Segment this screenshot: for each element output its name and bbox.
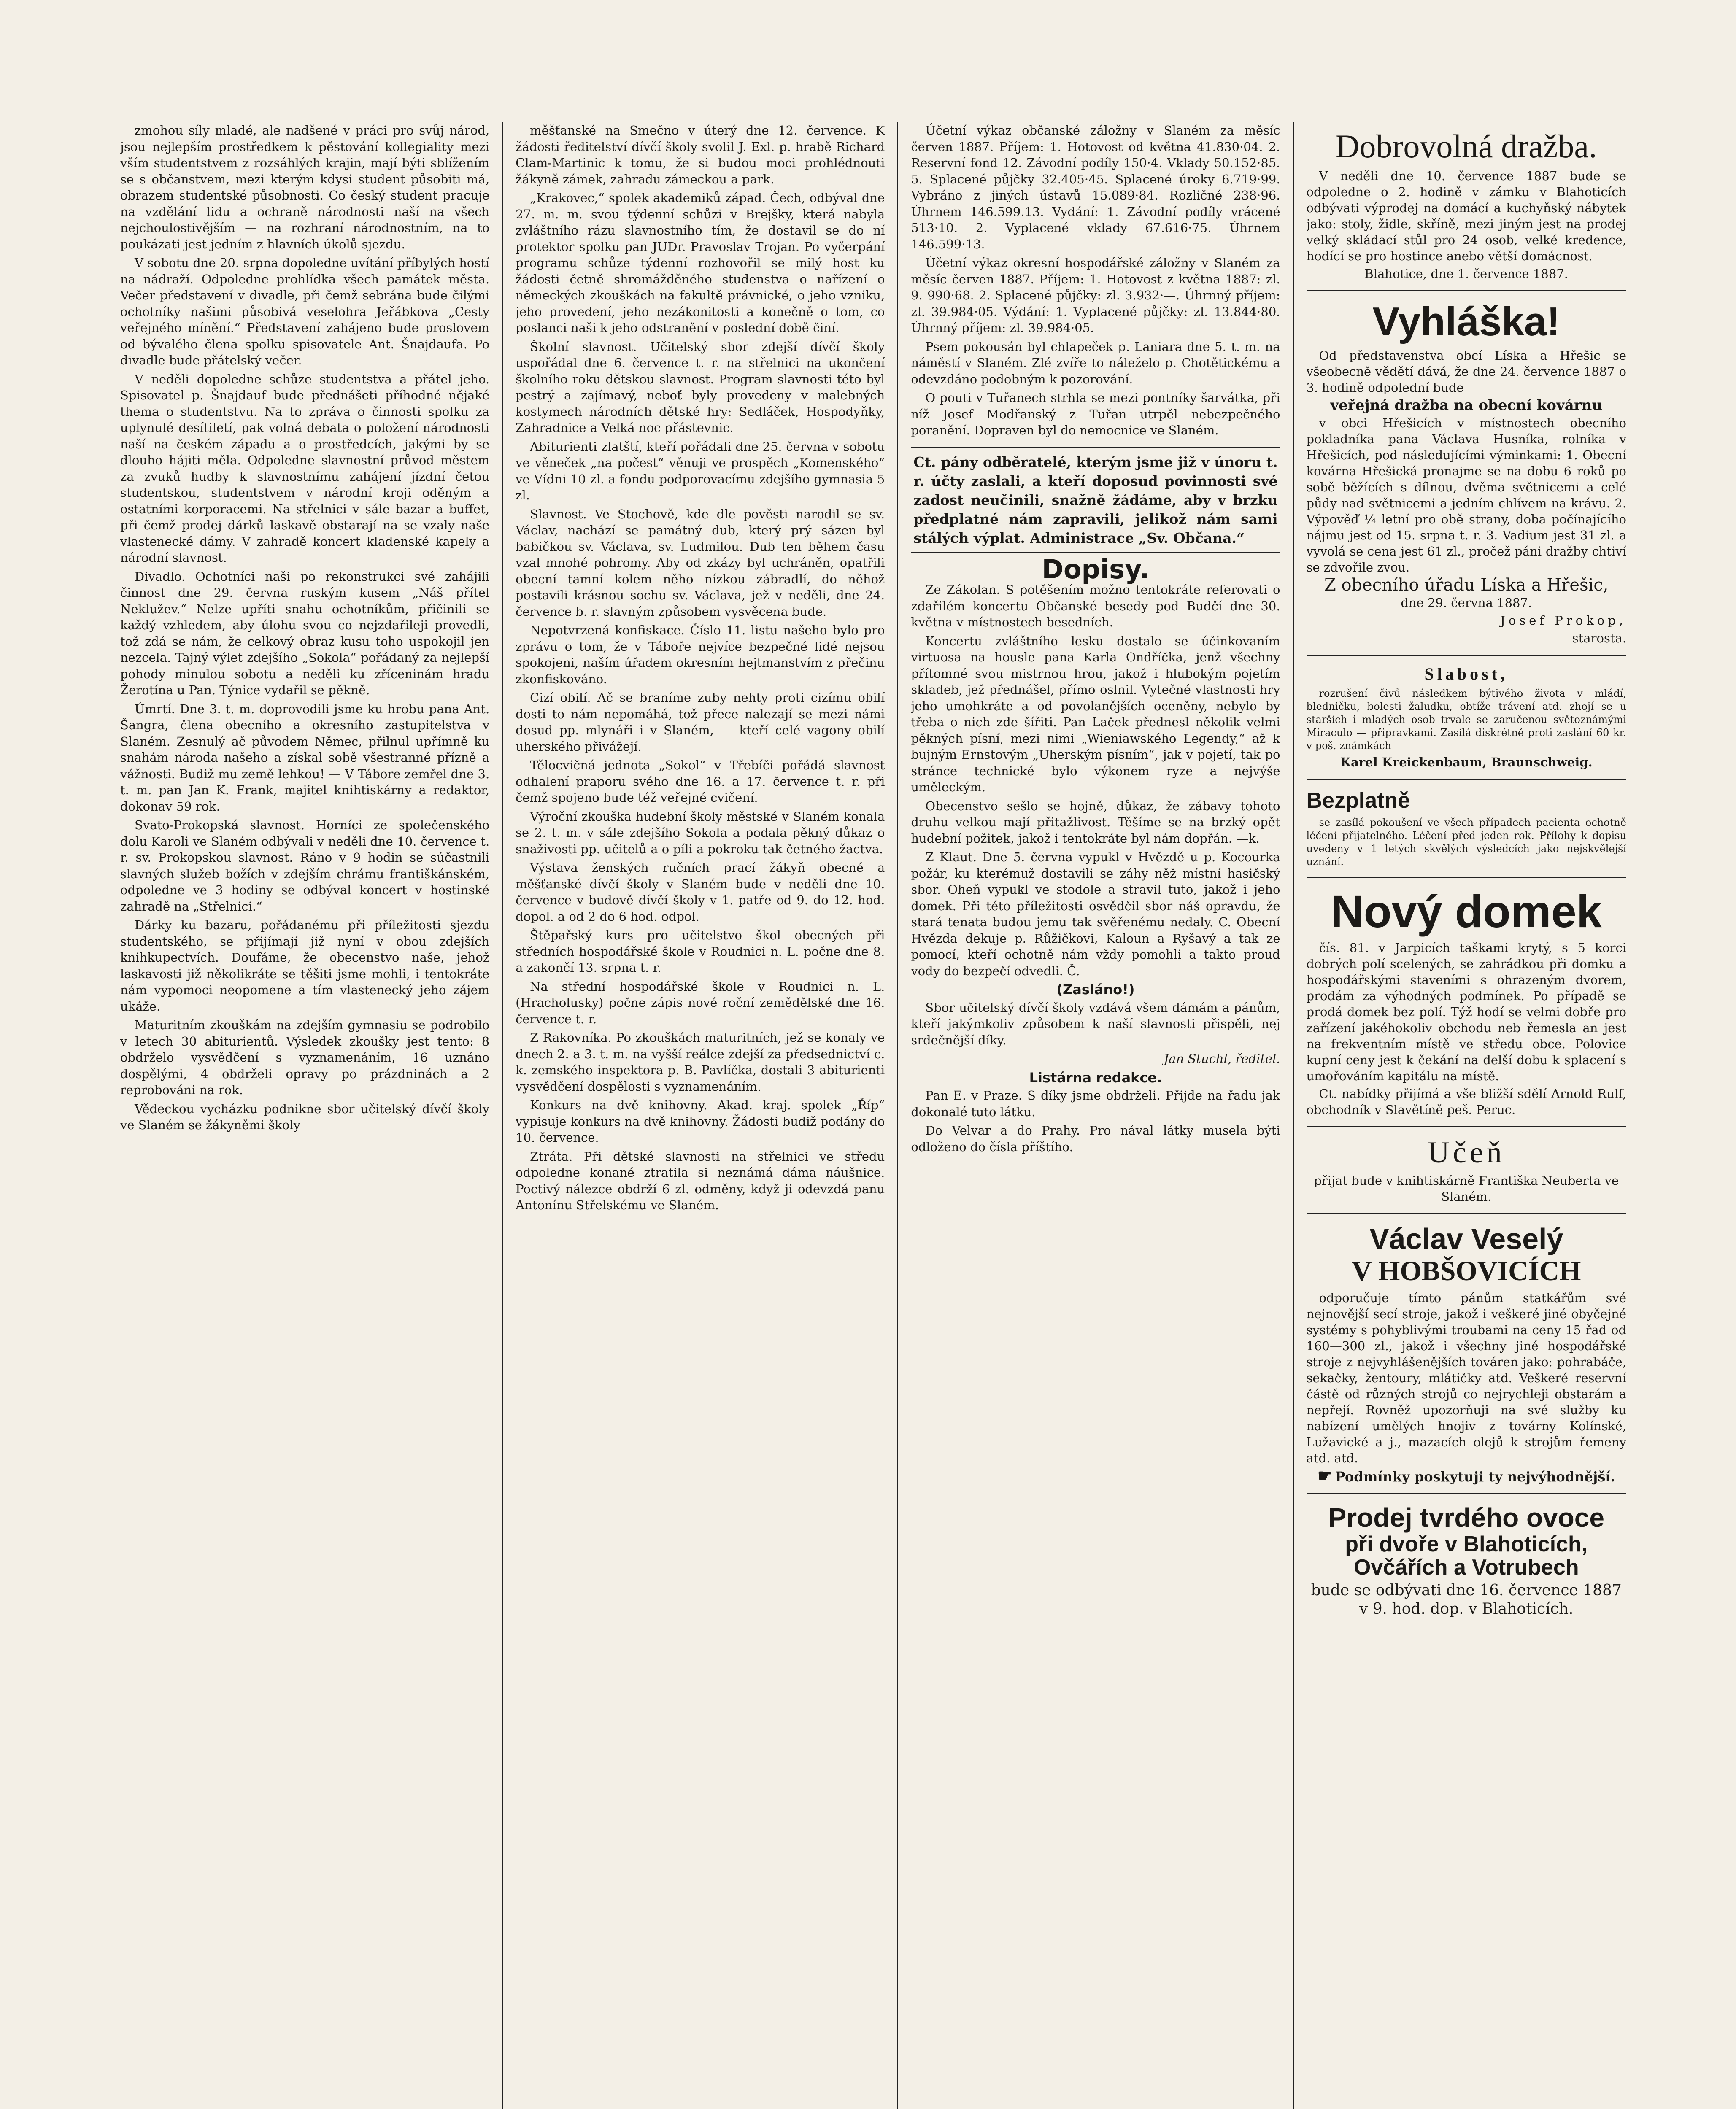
letter-paragraph: Koncertu zvláštního lesku dostalo se účinkovaním virtuosa na housle pana Karla Ondříčka, jenž všechny přítomné svou mistrnou hrou, jakož i hlubokým pojetím skladeb, jež přednášel, přímo oslnil. Vytečné vlastnosti hry jeho umohkráte a od povolanějších oceněny, nebylo by třeba o nich zde šířiti. Pan Laček přednesl několik velmi pěkných písní, mezi nimi „Wieniawského Legendy,“ až k bujným Ernstovým „Uherským písním“, jak v pojetí, tak po stránce technické bylo výkonem ryze a nejvýše uměleckým.	[911, 634, 1280, 794]
ad-text: bude se odbývati dne 16. července 1887 v 9. hod. dop. v Blahoticích.	[1311, 1582, 1622, 1618]
article-paragraph: Výstava ženských ručních prací žákyň obecné a měšťanské dívčí školy v Slaném bude v neděli dne 10. července v budově dívčí školy v 1. patře od 9. do 12. hod. dopol. a od 2 do 6 hod. odpol.	[516, 860, 885, 924]
ad-title: Vyhláška!	[1372, 299, 1561, 344]
dopisy-heading: Dopisy.	[1042, 553, 1150, 585]
column-1	[120, 122, 489, 2109]
article-paragraph: Cizí obilí. Ač se braníme zuby nehty proti cizímu obilí dosti to nám nepomáhá, tož přece nalezají se mezi námi dosud pp. mlynáři i v Slaném, — kteří celé vagony obilí uherského přivážejí.	[516, 690, 885, 754]
article-paragraph: Účetní výkaz občanské záložny v Slaném za měsíc červen 1887. Příjem: 1. Hotovost od května 41.830·04. 2. Reservní fond 12. Závodní podíly 150·4. Vklady 50.152·85. 5. Splacené půjčky 32.405·45. Splacené úroky 6.719·99. Vybráno z jiných ústavů 15.089·84. Rozličné 238·96. Úhrnem 146.599.13. Vydání: 1. Závodní podíly vrácené 513·10. 2. Vyplacené vklady 67.616·75. Úhrnem 146.599·13.	[911, 123, 1280, 251]
article-paragraph: Účetní výkaz okresní hospodářské záložny v Slaném za měsíc červen 1887. Příjem: 1. Hotovost z května 1887: zl. 9. 990·68. 2. Splacené půjčky: zl. 3.932·—. Úhrnný příjem: zl. 39.984·05. Výdání: 1. Vyplacené půjčky: zl. 13.844·80. Úhrnný příjem: zl. 39.984·05.	[911, 256, 1280, 335]
redakce-heading: Listárna redakce.	[1029, 1069, 1162, 1086]
ad-role: starosta.	[1572, 631, 1626, 645]
article-paragraph: Nepotvrzená konfiskace. Číslo 11. listu našeho bylo pro zprávu o tom, že v Táboře nejvíce bezpečné lidé nejsou spokojeni, naším úřadem okresním hejtmanstvím z přečinu zkonfiskováno.	[516, 623, 885, 686]
letter-paragraph: Obecenstvo sešlo se hojně, důkaz, že zábavy tohoto druhu velkou mají přitažlivost. Těšíme se na brzký opět hudební požitek, jakož i tentokráte byl nám dopřán. —k.	[911, 798, 1280, 846]
article-paragraph: Z Rakovníka. Po zkouškách maturitních, jež se konaly ve dnech 2. a 3. t. m. na vyšší reálce zdejší za předsednictví c. k. zemského inspektora p. B. Pavlíčka, dostali 3 abiturienti vysvědčení dospělosti s vyznamenáním.	[516, 1030, 885, 1094]
ad-announcement	[1307, 294, 1626, 656]
ad-title: Učeň	[1427, 1135, 1505, 1169]
ad-title: Prodej tvrdého ovoce	[1328, 1502, 1604, 1533]
ad-house	[1307, 881, 1626, 1127]
redakce-note: Do Velvar a do Prahy. Pro nával látky musela býti odloženo do čísla příštího.	[911, 1123, 1280, 1154]
ad-title: Nový domek	[1331, 886, 1602, 937]
ad-text: Od představenstva obcí Líska a Hřešic se všeobecně vědětí dává, že dne 24. července 1887 o 3. hodině odpolední bude	[1306, 348, 1626, 395]
ad-text: V neděli dne 10. července 1887 bude se odpoledne o 2. hodině v zámku v Blahoticích odbývati výprodej na domácí a kuchyňský nábytek jako: stoly, židle, skříně, mezi jiným jest na prodej velký skládací stůl pro 24 osob, velké kredence, hodící se pro hostince anebo větší domácnost.	[1306, 168, 1626, 263]
ad-contact: Ct. nabídky přijímá a vše bližší sdělí Arnold Rulf, obchodník v Slavětíně peš. Peruc.	[1306, 1086, 1626, 1117]
ad-subtitle: při dvoře v Blahoticích,	[1345, 1532, 1588, 1557]
article-paragraph: V sobotu dne 20. srpna dopoledne uvítání příbylých hostí na nádraží. Odpoledne prohlídka všech památek města. Večer představení v divadle, při čemž sebrána bude čilými ochotníky našimi působivá veselohra Jeřábkova „Cesty veřejného mínění.“ Představení zahájeno bude proslovem od bývalého člena spolku spisovatele Ant. Šnajdaufa. Po divadle bude přátelský večer.	[120, 256, 490, 367]
newspaper-page	[120, 122, 1626, 2109]
column-2	[516, 122, 885, 2109]
article-paragraph: Úmrtí. Dne 3. t. m. doprovodili jsme ku hrobu pana Ant. Šangra, člena obecního a okresního zastupitelstva v Slaném. Zesnulý ač původem Němec, přilnul upřímně ku snahám národa našeho a získal sobě všestranné přízně a vážnosti. Budiž mu země lehkou! — V Tábore zemřel dne 3. t. m. pan Jan K. Frank, majitel knihtiskárny a redaktor, dokonav 59 rok.	[120, 701, 490, 814]
column-4-ads	[1307, 122, 1626, 2109]
ad-title: Bezplatně	[1306, 788, 1410, 813]
column-divider	[502, 122, 503, 2109]
ad-name: Karel Kreickenbaum, Braunschweig.	[1340, 755, 1593, 769]
ad-date: dne 29. června 1887.	[1401, 595, 1532, 610]
pointing-hand-icon: ☛	[1317, 1466, 1333, 1486]
article-paragraph: Výroční zkouška hudební školy městské v Slaném konala se 2. t. m. v sále zdejšího Sokola a podala pěkný důkaz o snaživosti pp. učitelů a o píli a pokroku tak četného žactva.	[516, 809, 885, 856]
ad-text: přijat bude v knihtiskárně Františka Neuberta ve Slaném.	[1314, 1173, 1619, 1204]
ad-title: Dobrovolná dražba.	[1336, 128, 1597, 165]
ad-machines	[1307, 1217, 1626, 1494]
ad-text: v obci Hřešicích v místnostech obecního pokladníka pana Václava Husníka, rolníka v Hřešicích, pod následujícími výminkami: 1. Obecní kovárna Hřešická pronajme se na dobu 6 roků po sobě běžících s dílnou, dvěma světnicemi a celé půdy nad světnicemi a jedním chlívem na krávu. 2. Výpověď ¼ letní pro obě strany, doba počínajícího nájmu jest od 15. srpna t. r. 3. Vadium jest 31 zl. a vyvolá se cena jest 61 zl., pročež páni dražby chtiví se zdvořile zvou.	[1306, 415, 1626, 574]
ad-title: Václav Veselý	[1369, 1222, 1563, 1256]
article-paragraph: V neděli dopoledne schůze studentstva a přátel jeho. Spisovatel p. Šnajdauf bude přednášeti příhodné nějaké thema o studentstvu. Na to zpráva o činnosti spolku za uplynulé desítiletí, pak volná debata o položení národnosti naší na českém západu a o prostředcích, jakými by se dlouho hájiti měla. Odpoledne slavnostní průvod městem za zvuků hudby k slavnostnímu zahájení jízdní četou studentskou, studentstvem v národní kroji oděným a ostatními korporacemi. Na střelnici v sále bazar a buffet, při čemž prodej dárků laskavě obstarají na se vzaly naše vlastenecké dámy. V zahradě koncert kladenské kapely a národní slavnost.	[120, 372, 490, 565]
ad-from: Z obecního úřadu Líska a Hřešic,	[1324, 575, 1609, 595]
article-paragraph: měšťanské na Smečno v úterý dne 12. července. K žádosti ředitelství dívčí školy svolil J. Exl. p. hrabě Richard Clam-Martinic k tomu, že si budou moci prohlédnouti žákyně zámek, zahradu zámeckou a park.	[516, 123, 885, 186]
column-3	[911, 122, 1280, 2109]
article-paragraph: Vědeckou vycházku podnikne sbor učitelský dívčí školy ve Slaném se žákyněmi školy	[120, 1101, 490, 1132]
article-paragraph: Svato-Prokopská slavnost. Horníci ze společenského dolu Karoli ve Slaném odbývali v neděli dne 10. července t. r. sv. Prokopskou slavnost. Ráno v 9 hodin se súčastnili slavných služeb božích v zdejším chrámu františkánském, odpoledne ve 3 hodiny se odbýval koncert v hostinské zahradě na „Střelnici.“	[120, 818, 490, 914]
subscriber-notice: Ct. pány odběratelé, kterým jsme již v únoru t. r. účty zaslali, a kteří doposud povinnosti své zadost neučinili, snažně žádáme, aby v brzku předplatné nám zapravili, jelikož nám sami stálých výplat. Administrace „Sv. Občana.“	[911, 447, 1280, 553]
ad-highlight: veřejná dražba na obecní kovárnu	[1330, 396, 1603, 414]
article-paragraph: Tělocvičná jednota „Sokol“ v Třebíči pořádá slavnost odhalení praporu svého dne 16. a 17. července t. r. při čemž spojeno bude též veřejné cvičení.	[516, 758, 885, 805]
ad-weakness	[1307, 658, 1626, 780]
ad-text: odporučuje tímto pánům statkářům své nejnovější secí stroje, jakož i veškeré jiné obyčejné systémy s pohyblivými troubami na ceny 15 řad od 160—300 zl., jakož i všechny jiné hospodářské stroje z nejvyhlášenějších továren jako: pohrabáče, sekačky, žentoury, mlátičky atd. Veškeré reservní částě od různých strojů co nejrychleji obstarám a nepřejí. Rovněž upozorňuji na své služby ku nabízení umělých hnojiv z továrny Kolínské, Lužavické a j., mazacích olejů k strojům řemeny atd. atd.	[1306, 1291, 1626, 1466]
article-paragraph: Na střední hospodářské škole v Roudnici n. L. (Hracholusky) počne zápis nové roční zemědělské dne 16. července t. r.	[516, 979, 885, 1026]
ad-signature: Blahotice, dne 1. července 1887.	[1364, 266, 1568, 281]
letter-paragraph: Z Klaut. Dne 5. června vypukl v Hvězdě u p. Kocourka požár, ku kterémuž dostavili se záhy něž místní hasičský sbor. Oheň vypukl ve stodole a stravil tuto, jakož i jeho domek. Při této příležitosti osvědčil sbor náš opravdu, že stará tenata budou jemu tak svěřenému nedaly. C. Obecní Hvězda dekuje p. Růžičkovi, Kaloun a Ryšavý a tak ze pomocí, kteří ochotně nám vždy pomohli a takto proud vody do bezpečí odvedli. Č.	[911, 850, 1280, 978]
ad-apprentice	[1307, 1130, 1626, 1215]
ad-fruit	[1307, 1497, 1626, 1627]
article-paragraph: Psem pokousán byl chlapeček p. Laniara dne 5. t. m. na náměstí v Slaném. Zlé zvíře to náleželo p. Chotětickému a odevzdáno podobným k pozorování.	[911, 339, 1280, 386]
column-divider	[897, 122, 898, 2109]
redakce-note: Pan E. v Praze. S díky jsme obdrželi. Přijde na řadu jak dokonalé tuto látku.	[911, 1088, 1280, 1119]
ad-title: Slabost,	[1424, 664, 1508, 683]
article-paragraph: Slavnost. Ve Stochově, kde dle pověsti narodil se sv. Václav, nachází se památný dub, který prý sázen byl babičkou sv. Václava, sv. Ludmilou. Dub ten během času vzal mnohé pohromy. Aby od zkázy byl uchráněn, opatřili obecní tamní kolem něho nízkou zábradlí, do něhož postavili krásnou sochu sv. Václava, jež v neděli, dne 24. července b. r. slavným způsobem vysvěcena bude.	[516, 507, 885, 619]
ad-subtitle: Ovčářích a Votrubech	[1353, 1555, 1579, 1580]
article-paragraph: Maturitním zkouškám na zdejším gymnasiu se podrobilo v letech 30 abiturientů. Výsledek zkoušky jest tento: 8 obdrželo vysvědčení s vyznamenáním, 16 uznáno dospělými, 4 obdrželi opravy po prázdninách a 2 reprobováni na rok.	[120, 1018, 490, 1097]
article-paragraph: Štěpařský kurs pro učitelstvo škol obecných při středních hospodářské škole v Roudnici n. L. počne dne 8. a zakončí 13. srpna t. r.	[516, 928, 885, 975]
ad-auction	[1307, 122, 1626, 291]
article-paragraph: O pouti v Tuřanech strhla se mezi pontníky šarvátka, při níž Josef Modřanský z Tuřan utrpěl nebezpečného poranění. Dopraven byl do nemocnice ve Slaném.	[911, 391, 1280, 437]
zaslano-text: Sbor učitelský dívčí školy vzdává všem dámám a pánům, kteří jakýmkoliv způsobem k naší slavnosti přispěli, nej srdečnější díky.	[911, 1000, 1280, 1047]
ad-text: čís. 81. v Jarpicích taškami krytý, s 5 korci dobrých polí scelených, se zahrádkou při domku a hospodářskými staveními s ohrazeným dvorem, prodám za výhodných podmínek. Po případě se prodá domek bez polí. Týž hodí se velmi dobře pro zařízení jakéhokoliv obchodu neb řemesla an jest na frekventním místě ve středu obce. Polovice kupní ceny jest k čekání na delší dobu k splacení s umořováním kapitálu na místě.	[1306, 940, 1626, 1083]
ad-text: se zasílá pokoušení ve všech případech pacienta ochotně léčení přijatelného. Léčení před jeden rok. Přílohy k dopisu uvedeny v 1 letých skvělých výsledcích jako nejskvělejší uznání.	[1306, 817, 1626, 868]
article-paragraph: Konkurs na dvě knihovny. Akad. kraj. spolek „Říp“ vypisuje konkurs na dvě knihovny. Žádosti budiž podány do 10. července.	[516, 1098, 885, 1145]
zaslano-signature: Jan Stuchl, ředitel.	[1164, 1052, 1280, 1066]
article-paragraph: Abiturienti zlatští, kteří pořádali dne 25. června v sobotu ve věneček „na počest“ věnuji ve prospěch „Komenského“ ve Vídni 10 zl. a fondu podporovacímu zdejšího gymnasia 5 zl.	[516, 439, 885, 502]
article-paragraph: „Krakovec,“ spolek akademiků západ. Čech, odbýval dne 27. m. m. svou týdenní schůzi v Brejšky, která nabyla zvláštního rázu slavnostního tím, že dostavil se do ní protektor spolku pan JUDr. Pravoslav Trojan. Po vyčerpání programu schůze týdenní rozhovořil se milý host ku žádosti četně shromážděného studenstva o nařízení o německých zkouškách na fakultě právnické, o jeho vzniku, jeho provedení, jeho nezákonitosti a konečně o tom, co poslanci naši k jeho odstranění v poslední době činí.	[516, 191, 885, 335]
letter-paragraph: Ze Zákolan. S potěšením možno tentokráte referovati o zdařilém koncertu Občanské besedy pod Budčí dne 30. května v místnostech besedních.	[911, 583, 1280, 629]
article-paragraph: Školní slavnost. Učitelský sbor zdejší dívčí školy uspořádal dne 6. července t. r. na střelnici na ukončení školního roku dětskou slavnost. Program slavnosti této byl pestrý a zajímavý, neboť byly provedeny v malebných kostymech národních dětské hry: Sedláček, Hospodyňky, Zahradnice a Velká noc přástevnic.	[516, 339, 885, 435]
ad-banner-text: Podmínky poskytuji ty nejvýhodnější.	[1335, 1469, 1615, 1485]
ad-free	[1307, 782, 1626, 879]
ad-subtitle: V HOBŠOVICÍCH	[1352, 1255, 1581, 1286]
article-paragraph: zmohou síly mladé, ale nadšené v práci pro svůj národ, jsou nejlepším prostředkem k pěstování kollegiality mezi vším studentstvem z rozsáhlých krajin, mají býti sblížením se s občanstvem, mezi kterým kdysi student působiti má, obrazem studentské působnosti. Co český student pracuje na vzdělání lidu a ochraně národnosti naší na všech nejchoulostivějším — na rozhraní národnostním, na to poukázati jest jedním z hlavních úkolů sjezdu.	[120, 123, 490, 251]
article-paragraph: Ztráta. Při dětské slavnosti na střelnici ve středu odpoledne konané ztratila si neznámá dáma náušnice. Poctivý nálezce obdrží 6 zl. odměny, když ji odevzdá panu Antonínu Střelskému ve Slaném.	[516, 1149, 885, 1212]
ad-text: rozrušení čivů následkem býtivého života v mládí, bledničku, bolesti žaludku, obtíže trávení atd. zhojí se u starších i mladých osob trvale se zaručenou světoznámými Miraculo — připravkami. Zasílá diskrétně proti zaslání 60 kr. v poš. známkách	[1306, 687, 1626, 752]
article-paragraph: Dárky ku bazaru, pořádanému při příležitosti sjezdu studentského, se přijímají již nyní v obou zdejších knihkupectvích. Doufáme, že obecenstvo naše, jehož laskavosti již několikráte se těšiti jsme mohli, i tentokráte nám vypomoci neopomene a tím vlastenecký jeho zájem ukáže.	[120, 918, 490, 1014]
zaslano-heading: (Zasláno!)	[1056, 982, 1135, 998]
ad-name: Josef Prokop,	[1500, 613, 1626, 628]
article-paragraph: Divadlo. Ochotníci naši po rekonstrukci své zahájili činnost dne 29. června ruským kusem „Náš přítel Neklužev.“ Nelze upříti snahu ochotníkům, přičinili se každý vzhledem, aby úlohu svou co nejzdařileji provedli, tož zdá se nám, že celkový obraz kusu toho uspokojil jen nezcela. Tajný výlet zdejšího „Sokola“ pořádaný za nejlepší pohody minulou sobotu a neděli ku zříceninám hradu Žerotína u Pan. Týnice vydařil se pěkně.	[120, 569, 490, 697]
column-divider	[1293, 122, 1294, 2109]
ad-banner	[1307, 1468, 1626, 1485]
